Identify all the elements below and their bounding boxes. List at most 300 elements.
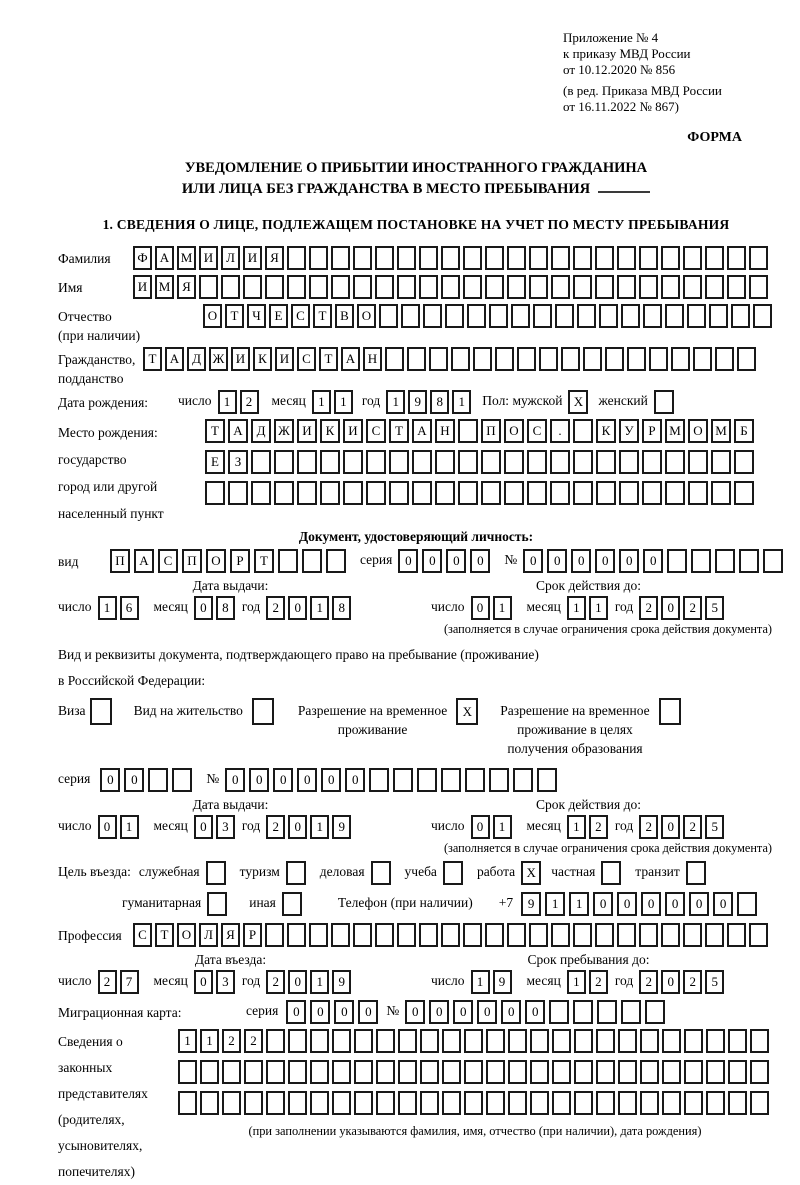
char-cell[interactable]: А (155, 246, 174, 270)
char-cell[interactable]: 0 (501, 1000, 521, 1024)
char-cell[interactable]: 1 (312, 390, 331, 414)
char-cell[interactable]: Т (225, 304, 244, 328)
char-cell[interactable] (537, 768, 557, 792)
char-cell[interactable]: 0 (477, 1000, 497, 1024)
char-cell[interactable] (310, 1091, 329, 1115)
representatives-row2-cells[interactable] (178, 1060, 772, 1084)
purpose-business-checkbox[interactable] (371, 861, 391, 885)
char-cell[interactable]: 0 (571, 549, 591, 573)
char-cell[interactable] (527, 481, 547, 505)
char-cell[interactable] (561, 347, 580, 371)
char-cell[interactable] (619, 481, 639, 505)
char-cell[interactable] (530, 1060, 549, 1084)
char-cell[interactable] (429, 347, 448, 371)
char-cell[interactable] (148, 768, 168, 792)
char-cell[interactable] (640, 1029, 659, 1053)
char-cell[interactable] (353, 246, 372, 270)
char-cell[interactable] (467, 304, 486, 328)
char-cell[interactable] (529, 275, 548, 299)
char-cell[interactable]: Р (243, 923, 262, 947)
char-cell[interactable] (473, 347, 492, 371)
residence-permit-checkbox[interactable] (252, 698, 274, 725)
char-cell[interactable]: Т (313, 304, 332, 328)
char-cell[interactable] (711, 450, 731, 474)
char-cell[interactable] (621, 304, 640, 328)
char-cell[interactable] (278, 549, 298, 573)
char-cell[interactable] (309, 246, 328, 270)
passport-issue-month-cells[interactable] (194, 596, 238, 620)
char-cell[interactable]: С (291, 304, 310, 328)
char-cell[interactable] (442, 1029, 461, 1053)
char-cell[interactable] (684, 1029, 703, 1053)
char-cell[interactable] (618, 1029, 637, 1053)
char-cell[interactable]: Ж (274, 419, 294, 443)
profession-cells[interactable] (133, 923, 771, 947)
char-cell[interactable] (596, 481, 616, 505)
char-cell[interactable] (618, 1091, 637, 1115)
char-cell[interactable] (715, 549, 735, 573)
char-cell[interactable]: 0 (470, 549, 490, 573)
char-cell[interactable]: С (366, 419, 386, 443)
temporary-residence-checkbox[interactable]: X (456, 698, 478, 725)
title-blank-line[interactable] (598, 180, 650, 193)
char-cell[interactable]: А (228, 419, 248, 443)
char-cell[interactable] (550, 450, 570, 474)
char-cell[interactable] (464, 1091, 483, 1115)
purpose-study-checkbox[interactable] (443, 861, 463, 885)
char-cell[interactable] (251, 481, 271, 505)
char-cell[interactable]: И (275, 347, 294, 371)
char-cell[interactable]: А (134, 549, 154, 573)
char-cell[interactable] (551, 923, 570, 947)
char-cell[interactable] (274, 450, 294, 474)
char-cell[interactable]: 0 (547, 549, 567, 573)
char-cell[interactable] (397, 923, 416, 947)
char-cell[interactable]: П (182, 549, 202, 573)
char-cell[interactable] (343, 481, 363, 505)
char-cell[interactable] (617, 275, 636, 299)
char-cell[interactable]: 0 (471, 815, 490, 839)
char-cell[interactable]: 2 (639, 815, 658, 839)
char-cell[interactable]: Н (363, 347, 382, 371)
char-cell[interactable]: 9 (521, 892, 541, 916)
char-cell[interactable] (353, 923, 372, 947)
residence-issue-month-cells[interactable] (194, 815, 238, 839)
char-cell[interactable]: 5 (705, 970, 724, 994)
char-cell[interactable] (709, 304, 728, 328)
char-cell[interactable]: 5 (705, 815, 724, 839)
char-cell[interactable]: Т (143, 347, 162, 371)
char-cell[interactable] (200, 1060, 219, 1084)
char-cell[interactable] (693, 347, 712, 371)
char-cell[interactable]: 0 (288, 815, 307, 839)
char-cell[interactable] (642, 481, 662, 505)
char-cell[interactable]: 1 (471, 970, 490, 994)
char-cell[interactable]: . (550, 419, 570, 443)
char-cell[interactable]: 0 (334, 1000, 354, 1024)
char-cell[interactable] (244, 1060, 263, 1084)
char-cell[interactable] (750, 1029, 769, 1053)
char-cell[interactable] (595, 923, 614, 947)
char-cell[interactable] (627, 347, 646, 371)
char-cell[interactable] (734, 481, 754, 505)
char-cell[interactable] (243, 275, 262, 299)
char-cell[interactable]: 2 (683, 970, 702, 994)
char-cell[interactable] (463, 275, 482, 299)
char-cell[interactable] (573, 481, 593, 505)
char-cell[interactable] (605, 347, 624, 371)
char-cell[interactable]: Ч (247, 304, 266, 328)
char-cell[interactable]: А (412, 419, 432, 443)
char-cell[interactable] (375, 923, 394, 947)
char-cell[interactable] (266, 1060, 285, 1084)
char-cell[interactable] (530, 1091, 549, 1115)
char-cell[interactable] (727, 275, 746, 299)
char-cell[interactable] (661, 275, 680, 299)
char-cell[interactable] (683, 923, 702, 947)
doc-number-cells[interactable] (523, 549, 787, 573)
char-cell[interactable]: О (177, 923, 196, 947)
char-cell[interactable] (205, 481, 225, 505)
char-cell[interactable] (705, 246, 724, 270)
char-cell[interactable] (389, 450, 409, 474)
char-cell[interactable]: 9 (408, 390, 427, 414)
char-cell[interactable]: 0 (194, 815, 213, 839)
char-cell[interactable]: Ж (209, 347, 228, 371)
char-cell[interactable] (665, 304, 684, 328)
char-cell[interactable] (458, 419, 478, 443)
char-cell[interactable] (617, 923, 636, 947)
char-cell[interactable] (412, 450, 432, 474)
char-cell[interactable] (662, 1091, 681, 1115)
char-cell[interactable]: 1 (569, 892, 589, 916)
char-cell[interactable]: 0 (429, 1000, 449, 1024)
char-cell[interactable]: 2 (266, 815, 285, 839)
char-cell[interactable]: 3 (216, 815, 235, 839)
char-cell[interactable] (705, 923, 724, 947)
char-cell[interactable] (705, 275, 724, 299)
char-cell[interactable] (172, 768, 192, 792)
char-cell[interactable] (420, 1091, 439, 1115)
char-cell[interactable] (621, 1000, 641, 1024)
char-cell[interactable] (504, 481, 524, 505)
char-cell[interactable] (551, 275, 570, 299)
char-cell[interactable] (366, 450, 386, 474)
char-cell[interactable]: 0 (310, 1000, 330, 1024)
char-cell[interactable] (199, 275, 218, 299)
char-cell[interactable] (753, 304, 772, 328)
char-cell[interactable] (379, 304, 398, 328)
char-cell[interactable]: 6 (120, 596, 139, 620)
char-cell[interactable]: К (320, 419, 340, 443)
char-cell[interactable] (486, 1060, 505, 1084)
purpose-humanitarian-checkbox[interactable] (207, 892, 227, 916)
residence-expiry-day-cells[interactable] (471, 815, 515, 839)
char-cell[interactable]: 0 (249, 768, 269, 792)
char-cell[interactable] (728, 1091, 747, 1115)
char-cell[interactable]: 0 (661, 596, 680, 620)
char-cell[interactable]: М (711, 419, 731, 443)
char-cell[interactable]: 1 (310, 970, 329, 994)
char-cell[interactable] (529, 246, 548, 270)
char-cell[interactable] (687, 304, 706, 328)
birthplace-row1-cells[interactable] (205, 419, 757, 443)
char-cell[interactable] (288, 1029, 307, 1053)
char-cell[interactable]: К (596, 419, 616, 443)
char-cell[interactable] (750, 1091, 769, 1115)
char-cell[interactable] (599, 304, 618, 328)
char-cell[interactable] (398, 1029, 417, 1053)
char-cell[interactable]: Т (319, 347, 338, 371)
char-cell[interactable] (639, 923, 658, 947)
char-cell[interactable] (310, 1060, 329, 1084)
char-cell[interactable] (662, 1060, 681, 1084)
char-cell[interactable]: 1 (567, 970, 586, 994)
char-cell[interactable] (265, 275, 284, 299)
char-cell[interactable] (419, 246, 438, 270)
char-cell[interactable]: 0 (100, 768, 120, 792)
char-cell[interactable]: 0 (665, 892, 685, 916)
char-cell[interactable] (527, 450, 547, 474)
char-cell[interactable] (485, 923, 504, 947)
char-cell[interactable] (552, 1091, 571, 1115)
char-cell[interactable] (642, 450, 662, 474)
char-cell[interactable] (711, 481, 731, 505)
char-cell[interactable] (331, 923, 350, 947)
birthplace-row3-cells[interactable] (205, 481, 757, 505)
char-cell[interactable] (332, 1091, 351, 1115)
char-cell[interactable] (178, 1091, 197, 1115)
char-cell[interactable] (596, 1029, 615, 1053)
char-cell[interactable]: 1 (310, 596, 329, 620)
char-cell[interactable]: Т (205, 419, 225, 443)
char-cell[interactable] (288, 1060, 307, 1084)
char-cell[interactable]: К (253, 347, 272, 371)
char-cell[interactable]: 0 (194, 970, 213, 994)
char-cell[interactable] (354, 1060, 373, 1084)
char-cell[interactable] (464, 1060, 483, 1084)
char-cell[interactable]: И (243, 246, 262, 270)
char-cell[interactable]: М (665, 419, 685, 443)
char-cell[interactable] (671, 347, 690, 371)
char-cell[interactable]: 2 (639, 970, 658, 994)
birthplace-row2-cells[interactable] (205, 450, 757, 474)
char-cell[interactable]: А (165, 347, 184, 371)
char-cell[interactable] (619, 450, 639, 474)
residence-issue-day-cells[interactable] (98, 815, 142, 839)
purpose-transit-checkbox[interactable] (686, 861, 706, 885)
char-cell[interactable]: Л (199, 923, 218, 947)
char-cell[interactable] (458, 481, 478, 505)
purpose-private-checkbox[interactable] (601, 861, 621, 885)
char-cell[interactable] (445, 304, 464, 328)
char-cell[interactable]: 0 (345, 768, 365, 792)
char-cell[interactable] (706, 1060, 725, 1084)
char-cell[interactable] (574, 1060, 593, 1084)
char-cell[interactable]: 7 (120, 970, 139, 994)
char-cell[interactable]: О (357, 304, 376, 328)
representatives-row3-cells[interactable] (178, 1091, 772, 1115)
char-cell[interactable] (332, 1060, 351, 1084)
char-cell[interactable]: 2 (98, 970, 117, 994)
char-cell[interactable] (331, 246, 350, 270)
char-cell[interactable] (442, 1091, 461, 1115)
char-cell[interactable]: 1 (98, 596, 117, 620)
char-cell[interactable] (385, 347, 404, 371)
char-cell[interactable]: 0 (661, 815, 680, 839)
char-cell[interactable] (222, 1060, 241, 1084)
char-cell[interactable] (435, 481, 455, 505)
char-cell[interactable] (508, 1091, 527, 1115)
char-cell[interactable]: А (341, 347, 360, 371)
sex-female-checkbox[interactable] (654, 390, 674, 414)
char-cell[interactable] (297, 481, 317, 505)
char-cell[interactable] (573, 1000, 593, 1024)
char-cell[interactable] (266, 1091, 285, 1115)
char-cell[interactable] (597, 1000, 617, 1024)
passport-expiry-day-cells[interactable] (471, 596, 515, 620)
char-cell[interactable] (481, 450, 501, 474)
char-cell[interactable]: 1 (120, 815, 139, 839)
char-cell[interactable] (441, 923, 460, 947)
birth-month-cells[interactable] (312, 390, 356, 414)
char-cell[interactable]: Т (155, 923, 174, 947)
char-cell[interactable] (332, 1029, 351, 1053)
char-cell[interactable] (375, 275, 394, 299)
char-cell[interactable] (749, 275, 768, 299)
char-cell[interactable]: 1 (200, 1029, 219, 1053)
char-cell[interactable] (665, 481, 685, 505)
char-cell[interactable] (485, 246, 504, 270)
char-cell[interactable] (464, 1029, 483, 1053)
entry-month-cells[interactable] (194, 970, 238, 994)
char-cell[interactable] (309, 275, 328, 299)
char-cell[interactable] (354, 1091, 373, 1115)
char-cell[interactable]: Я (177, 275, 196, 299)
char-cell[interactable] (287, 275, 306, 299)
char-cell[interactable]: 0 (273, 768, 293, 792)
char-cell[interactable]: С (158, 549, 178, 573)
char-cell[interactable] (507, 275, 526, 299)
char-cell[interactable] (366, 481, 386, 505)
char-cell[interactable]: 2 (589, 970, 608, 994)
char-cell[interactable]: О (504, 419, 524, 443)
char-cell[interactable]: З (228, 450, 248, 474)
char-cell[interactable]: О (206, 549, 226, 573)
char-cell[interactable]: 8 (332, 596, 351, 620)
char-cell[interactable] (309, 923, 328, 947)
char-cell[interactable] (552, 1060, 571, 1084)
stay-until-day-cells[interactable] (471, 970, 515, 994)
char-cell[interactable]: 8 (430, 390, 449, 414)
char-cell[interactable]: И (199, 246, 218, 270)
char-cell[interactable] (640, 1060, 659, 1084)
char-cell[interactable] (228, 481, 248, 505)
char-cell[interactable] (706, 1029, 725, 1053)
char-cell[interactable] (555, 304, 574, 328)
char-cell[interactable]: 2 (683, 815, 702, 839)
char-cell[interactable] (508, 1060, 527, 1084)
char-cell[interactable]: Е (205, 450, 225, 474)
char-cell[interactable] (684, 1091, 703, 1115)
stay-until-year-cells[interactable] (639, 970, 727, 994)
char-cell[interactable]: 0 (595, 549, 615, 573)
char-cell[interactable] (661, 246, 680, 270)
migration-card-number-cells[interactable] (405, 1000, 669, 1024)
residence-doc-seria-cells[interactable] (100, 768, 196, 792)
char-cell[interactable]: Е (269, 304, 288, 328)
char-cell[interactable]: 0 (288, 596, 307, 620)
char-cell[interactable]: 0 (689, 892, 709, 916)
char-cell[interactable] (596, 450, 616, 474)
char-cell[interactable] (423, 304, 442, 328)
char-cell[interactable] (507, 923, 526, 947)
char-cell[interactable] (530, 1029, 549, 1053)
char-cell[interactable] (683, 246, 702, 270)
char-cell[interactable] (517, 347, 536, 371)
char-cell[interactable]: 1 (493, 815, 512, 839)
char-cell[interactable] (221, 275, 240, 299)
char-cell[interactable] (734, 450, 754, 474)
char-cell[interactable] (639, 275, 658, 299)
char-cell[interactable] (639, 246, 658, 270)
char-cell[interactable]: О (203, 304, 222, 328)
char-cell[interactable]: 2 (266, 970, 285, 994)
char-cell[interactable]: 0 (124, 768, 144, 792)
char-cell[interactable]: 0 (713, 892, 733, 916)
char-cell[interactable] (441, 246, 460, 270)
char-cell[interactable] (549, 1000, 569, 1024)
char-cell[interactable] (618, 1060, 637, 1084)
char-cell[interactable] (665, 450, 685, 474)
char-cell[interactable] (574, 1091, 593, 1115)
char-cell[interactable] (539, 347, 558, 371)
char-cell[interactable]: 1 (386, 390, 405, 414)
char-cell[interactable] (331, 275, 350, 299)
char-cell[interactable] (573, 246, 592, 270)
char-cell[interactable] (595, 275, 614, 299)
char-cell[interactable] (577, 304, 596, 328)
char-cell[interactable]: Б (734, 419, 754, 443)
char-cell[interactable] (376, 1091, 395, 1115)
char-cell[interactable] (407, 347, 426, 371)
char-cell[interactable]: 0 (288, 970, 307, 994)
surname-cells[interactable] (133, 246, 771, 270)
char-cell[interactable]: 9 (332, 815, 351, 839)
char-cell[interactable]: 1 (310, 815, 329, 839)
char-cell[interactable]: 1 (334, 390, 353, 414)
char-cell[interactable] (529, 923, 548, 947)
char-cell[interactable] (727, 246, 746, 270)
char-cell[interactable] (645, 1000, 665, 1024)
char-cell[interactable] (507, 246, 526, 270)
char-cell[interactable] (266, 1029, 285, 1053)
char-cell[interactable] (419, 923, 438, 947)
entry-year-cells[interactable] (266, 970, 354, 994)
char-cell[interactable] (465, 768, 485, 792)
char-cell[interactable] (200, 1091, 219, 1115)
firstname-cells[interactable] (133, 275, 771, 299)
char-cell[interactable] (731, 304, 750, 328)
char-cell[interactable] (397, 246, 416, 270)
char-cell[interactable]: 1 (567, 815, 586, 839)
stay-until-month-cells[interactable] (567, 970, 611, 994)
char-cell[interactable] (513, 768, 533, 792)
char-cell[interactable]: Я (265, 246, 284, 270)
char-cell[interactable]: В (335, 304, 354, 328)
char-cell[interactable]: 2 (240, 390, 259, 414)
char-cell[interactable]: С (527, 419, 547, 443)
